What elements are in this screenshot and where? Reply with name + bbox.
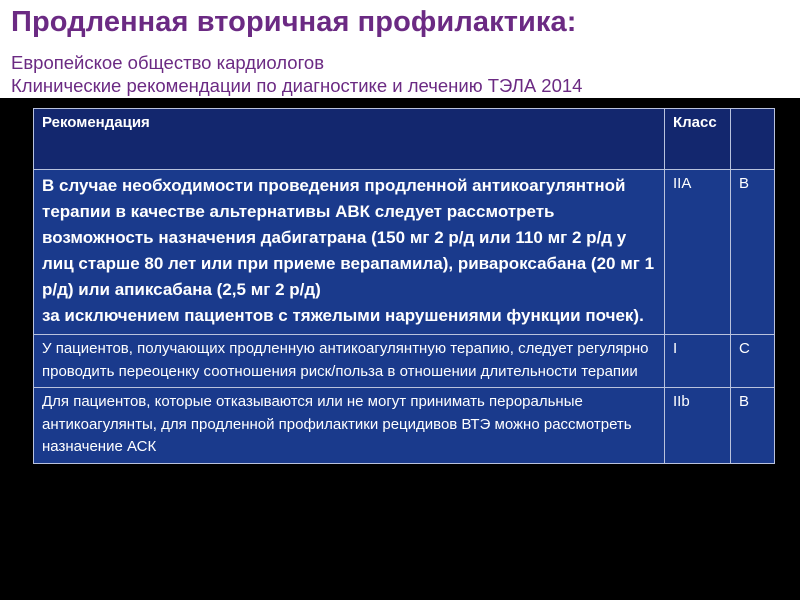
recommendation-text: В случае необходимости проведения продленной антикоагулянтной терапии в качестве альтернативы АВК следует рассмотреть возможность назначения дабигатрана (150 мг 2 р/д или 110 мг 2 р/д у лиц старше 80 лет или при приеме верапамила), ривароксабана (20 мг 1 р/д) или апиксабана (2,5 мг 2 р/д) (42, 176, 655, 299)
level-cell: C (731, 335, 775, 388)
slide-title: Продленная вторичная профилактика: (11, 6, 577, 38)
class-cell: IIA (665, 170, 731, 335)
slide-subtitle-guideline: Клинические рекомендации по диагностике и лечению ТЭЛА 2014 (11, 75, 583, 96)
recommendation-cell: У пациентов, получающих продленную антикоагулянтную терапию, следует регулярно проводить переоценку соотношения риск/польза в отношении длительности терапии (34, 335, 665, 388)
header-class: Класс (665, 109, 731, 170)
header-recommendation: Рекомендация (34, 109, 665, 170)
slide-subtitle-society: Европейское общество кардиологов (11, 52, 325, 73)
recommendations-table (33, 108, 775, 464)
slide-header (0, 0, 800, 98)
recommendation-text-continued: за исключением пациентов с тяжелыми нарушениями функции почек). (42, 306, 644, 325)
level-cell: B (731, 388, 775, 464)
class-cell: I (665, 335, 731, 388)
slide-body (0, 98, 800, 600)
class-cell: IIb (665, 388, 731, 464)
level-cell: B (731, 170, 775, 335)
table-row (34, 388, 775, 464)
table-row (34, 170, 775, 335)
table-header-row (34, 109, 775, 170)
header-level (731, 109, 775, 170)
recommendation-cell: Для пациентов, которые отказываются или не могут принимать пероральные антикоагулянты, для продленной профилактики рецидивов ВТЭ можно рассмотреть назначение АСК (34, 388, 665, 464)
recommendation-cell (34, 170, 665, 335)
table-row (34, 335, 775, 388)
